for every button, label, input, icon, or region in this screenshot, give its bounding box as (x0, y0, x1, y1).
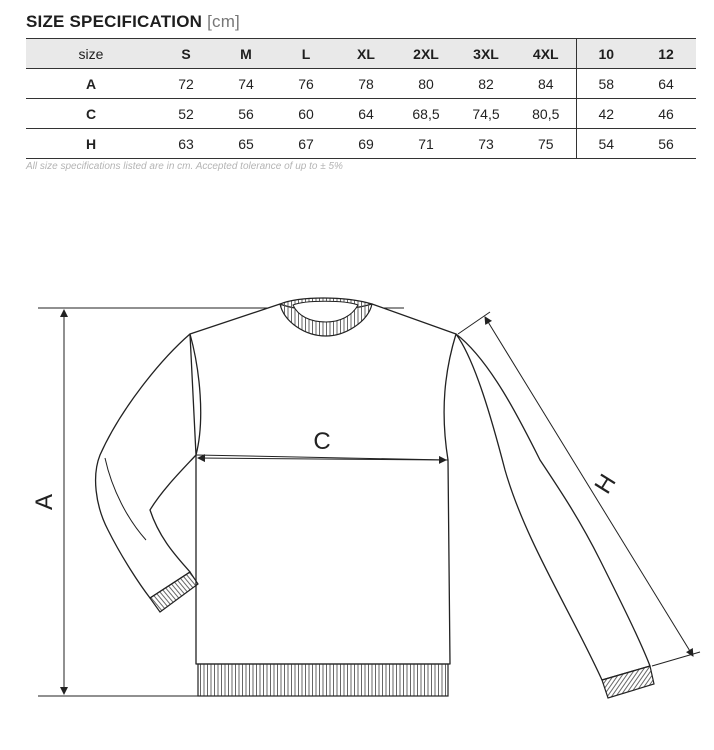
table-cell: 73 (456, 129, 516, 159)
table-cell: 84 (516, 69, 576, 99)
table-cell: 64 (636, 69, 696, 99)
right-sleeve (456, 334, 650, 680)
header-size-cell: 10 (576, 39, 636, 69)
dimension-a-label: A (31, 493, 58, 511)
body (190, 304, 456, 664)
table-cell: 52 (156, 99, 216, 129)
dimension-h-label: H (589, 469, 622, 499)
dimension-c-label: C (313, 428, 331, 455)
table-cell: 42 (576, 99, 636, 129)
table-cell: 64 (336, 99, 396, 129)
table-cell: 56 (636, 129, 696, 159)
table-cell: 58 (576, 69, 636, 99)
row-label: C (26, 99, 156, 129)
hem-rib (198, 664, 448, 696)
left-sleeve (96, 334, 196, 598)
table-cell: 74,5 (456, 99, 516, 129)
table-cell: 56 (216, 99, 276, 129)
header-size-cell: L (276, 39, 336, 69)
table-cell: 54 (576, 129, 636, 159)
header-size-label: size (26, 39, 156, 69)
table-cell: 69 (336, 129, 396, 159)
dimension-h-top-tick (458, 312, 490, 334)
table-cell: 80,5 (516, 99, 576, 129)
table-cell: 67 (276, 129, 336, 159)
table-cell: 65 (216, 129, 276, 159)
table-cell: 71 (396, 129, 456, 159)
header-size-cell: XL (336, 39, 396, 69)
table-cell: 63 (156, 129, 216, 159)
table-cell: 82 (456, 69, 516, 99)
header-size-cell: M (216, 39, 276, 69)
title-text: SIZE SPECIFICATION (26, 12, 203, 31)
title-unit: [cm] (207, 12, 240, 31)
table-cell: 78 (336, 69, 396, 99)
table-cell: 75 (516, 129, 576, 159)
table-cell: 74 (216, 69, 276, 99)
dimension-h-bottom-tick (652, 652, 700, 666)
header-size-cell: 4XL (516, 39, 576, 69)
header-size-cell: 12 (636, 39, 696, 69)
row-label: H (26, 129, 156, 159)
table-cell: 72 (156, 69, 216, 99)
header-size-cell: S (156, 39, 216, 69)
table-cell: 46 (636, 99, 696, 129)
table-cell: 60 (276, 99, 336, 129)
row-label: A (26, 69, 156, 99)
header-size-cell: 3XL (456, 39, 516, 69)
sweatshirt-outline (96, 304, 650, 680)
tolerance-note: All size specifications listed are in cm. Accepted tolerance of up to ± 5% (26, 161, 343, 172)
table-cell: 76 (276, 69, 336, 99)
header-size-cell: 2XL (396, 39, 456, 69)
table-cell: 68,5 (396, 99, 456, 129)
table-cell: 80 (396, 69, 456, 99)
